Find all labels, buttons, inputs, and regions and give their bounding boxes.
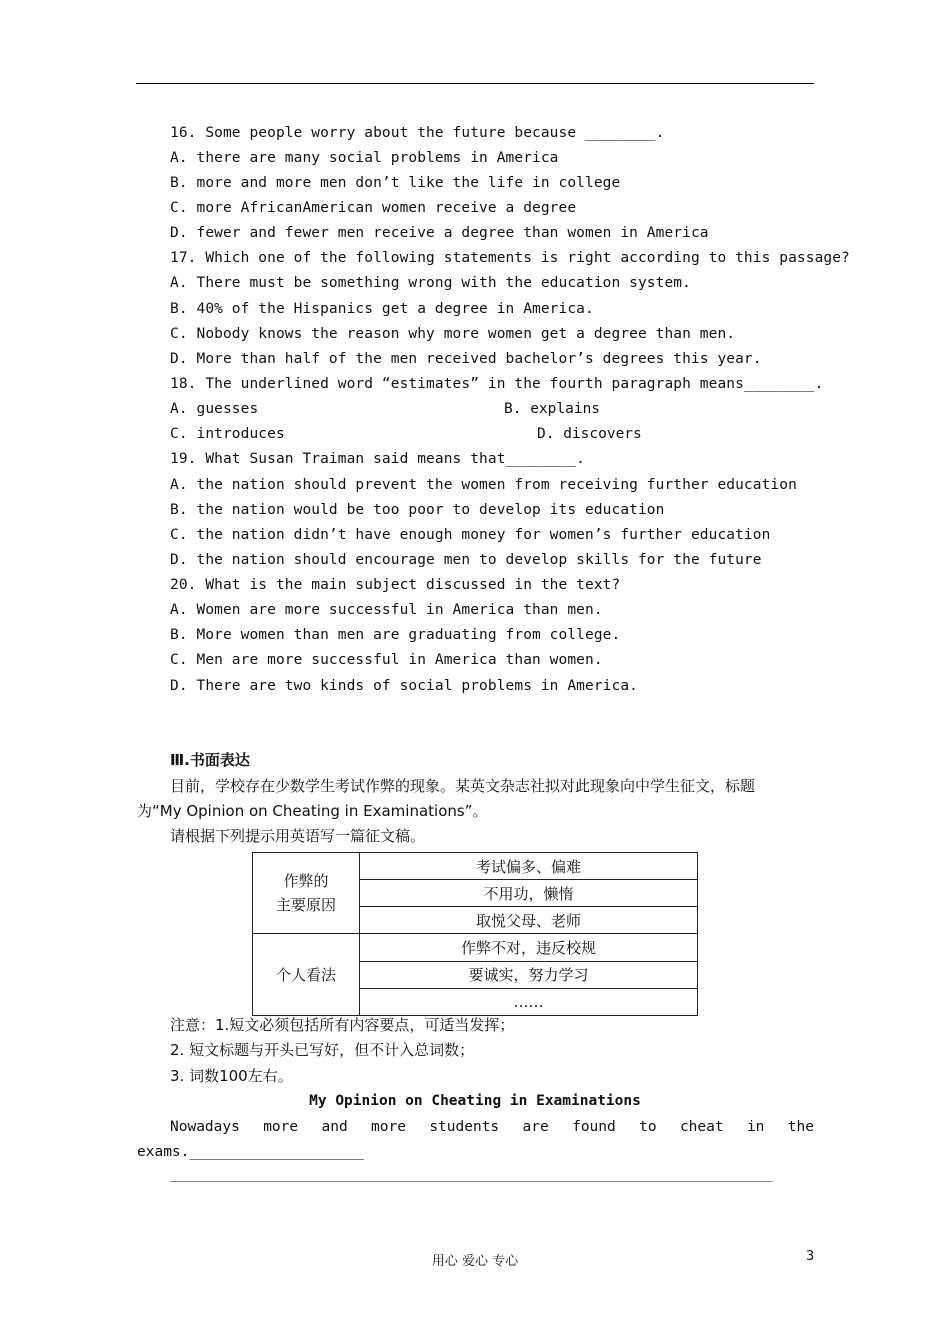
page-number: 3 bbox=[806, 1249, 815, 1264]
opinion-item: …… bbox=[360, 988, 698, 1015]
question-20-option-a: A. Women are more successful in America than men. bbox=[170, 602, 603, 618]
question-20-option-b: B. More women than men are graduating from college. bbox=[170, 627, 621, 643]
category-opinion: 个人看法 bbox=[253, 934, 360, 1016]
essay-word: are bbox=[522, 1119, 549, 1135]
section-instruction: 请根据下列提示用英语写一篇征文稿。 bbox=[170, 827, 426, 845]
question-19-option-d: D. the nation should encourage men to develop skills for the future bbox=[170, 552, 762, 568]
question-20-stem: 20. What is the main subject discussed in the text? bbox=[170, 577, 621, 593]
essay-word: the bbox=[787, 1119, 814, 1135]
essay-word: cheat bbox=[679, 1119, 724, 1135]
note-1: 注意：1.短文必须包括所有内容要点，可适当发挥； bbox=[170, 1016, 515, 1034]
question-18-option-a: A. guesses bbox=[170, 401, 259, 417]
header-rule bbox=[136, 83, 814, 84]
essay-word: and bbox=[321, 1119, 348, 1135]
question-18-option-c: C. introduces bbox=[170, 426, 285, 442]
question-20-option-d: D. There are two kinds of social problems in America. bbox=[170, 678, 638, 694]
essay-word: in bbox=[746, 1119, 765, 1135]
note-3: 3. 词数100左右。 bbox=[170, 1067, 293, 1085]
category-reasons-line-2: 主要原因 bbox=[275, 896, 336, 915]
question-17-stem: 17. Which one of the following statements is right according to this passage? bbox=[170, 250, 850, 266]
footer-text: 用心 爱心 专心 bbox=[431, 1254, 519, 1269]
question-18-option-d: D. discovers bbox=[537, 426, 642, 442]
question-16-option-a: A. there are many social problems in America bbox=[170, 150, 559, 166]
opinion-item: 要诚实，努力学习 bbox=[360, 961, 698, 988]
reason-item: 取悦父母、老师 bbox=[360, 907, 698, 934]
question-17-option-b: B. 40% of the Hispanics get a degree in America. bbox=[170, 301, 594, 317]
question-17-option-d: D. More than half of the men received bachelor’s degrees this year. bbox=[170, 351, 762, 367]
question-17-option-c: C. Nobody knows the reason why more women get a degree than men. bbox=[170, 326, 736, 342]
question-19-stem: 19. What Susan Traiman said means that________. bbox=[170, 451, 585, 467]
opinion-item: 作弊不对，违反校规 bbox=[360, 934, 698, 961]
question-19-option-b: B. the nation would be too poor to develop its education bbox=[170, 502, 665, 518]
section-intro-line-2: 为“My Opinion on Cheating in Examinations”。 bbox=[137, 802, 488, 820]
essay-word: Nowadays bbox=[170, 1119, 240, 1135]
outline-table bbox=[252, 852, 698, 1016]
question-17-option-a: A. There must be something wrong with the education system. bbox=[170, 275, 691, 291]
essay-title: My Opinion on Cheating in Examinations bbox=[309, 1093, 641, 1109]
question-20-option-c: C. Men are more successful in America than women. bbox=[170, 652, 603, 668]
section-heading: Ⅲ.书面表达 bbox=[170, 751, 250, 769]
reason-item: 不用功，懒惰 bbox=[360, 880, 698, 907]
question-16-option-b: B. more and more men don’t like the life in college bbox=[170, 175, 621, 191]
question-16-option-d: D. fewer and fewer men receive a degree than women in America bbox=[170, 225, 709, 241]
essay-word: students bbox=[429, 1119, 500, 1135]
note-2: 2. 短文标题与开头已写好，但不计入总词数； bbox=[170, 1041, 475, 1059]
essay-word: more bbox=[263, 1119, 299, 1135]
essay-word: found bbox=[572, 1119, 616, 1135]
category-reasons bbox=[253, 853, 360, 934]
question-18-option-b: B. explains bbox=[504, 401, 601, 417]
essay-word: more bbox=[371, 1119, 406, 1135]
question-16-stem: 16. Some people worry about the future because ________. bbox=[170, 125, 665, 141]
question-19-option-a: A. the nation should prevent the women from receiving further education bbox=[170, 477, 797, 493]
essay-line-2: exams.____________________ bbox=[137, 1144, 364, 1160]
essay-opening-line bbox=[170, 1117, 814, 1137]
question-19-option-c: C. the nation didn’t have enough money for women’s further education bbox=[170, 527, 771, 543]
question-18-stem: 18. The underlined word “estimates” in the fourth paragraph means________. bbox=[170, 376, 824, 392]
essay-word: to bbox=[639, 1119, 657, 1135]
section-intro-line-1: 目前，学校存在少数学生考试作弊的现象。某英文杂志社拟对此现象向中学生征文，标题 bbox=[170, 777, 756, 795]
reason-item: 考试偏多、偏难 bbox=[360, 853, 698, 880]
answer-line bbox=[170, 1181, 773, 1182]
category-reasons-line-1: 作弊的 bbox=[283, 872, 329, 891]
question-16-option-c: C. more AfricanAmerican women receive a degree bbox=[170, 200, 577, 216]
